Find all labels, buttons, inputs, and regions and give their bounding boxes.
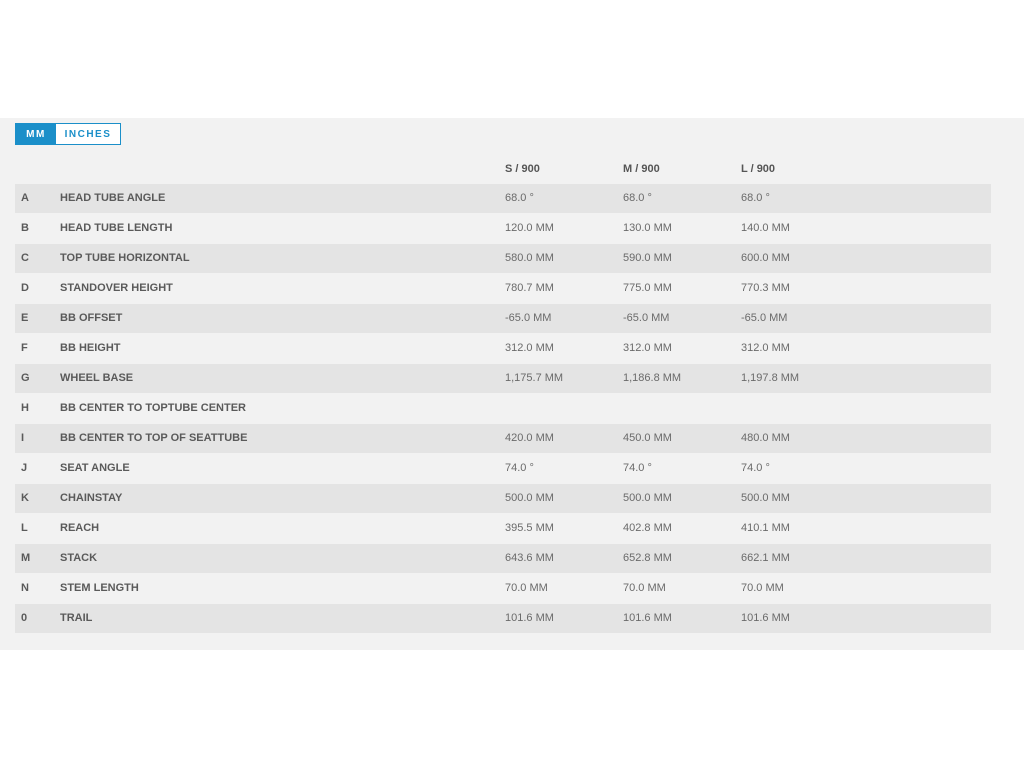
value-m: 500.0 MM bbox=[623, 492, 672, 504]
value-s: 420.0 MM bbox=[505, 432, 554, 444]
value-l: 74.0 ° bbox=[741, 462, 770, 474]
row-name: SEAT ANGLE bbox=[60, 462, 130, 474]
value-m: -65.0 MM bbox=[623, 312, 670, 324]
value-s: 70.0 MM bbox=[505, 582, 548, 594]
value-l: 1,197.8 MM bbox=[741, 372, 800, 384]
table-row bbox=[15, 453, 991, 483]
value-s: 120.0 MM bbox=[505, 222, 554, 234]
table-row bbox=[15, 483, 991, 513]
value-l: -65.0 MM bbox=[741, 312, 788, 324]
table-row bbox=[15, 603, 991, 633]
row-letter: J bbox=[21, 462, 28, 474]
column-header-l: L / 900 bbox=[741, 163, 776, 175]
value-m: 450.0 MM bbox=[623, 432, 672, 444]
value-l: 662.1 MM bbox=[741, 552, 790, 564]
value-l: 410.1 MM bbox=[741, 522, 790, 534]
table-row bbox=[15, 243, 991, 273]
row-letter: A bbox=[21, 192, 29, 204]
table-row bbox=[15, 183, 991, 213]
value-m: 652.8 MM bbox=[623, 552, 672, 564]
table-row bbox=[15, 543, 991, 573]
table-row bbox=[15, 393, 991, 423]
value-m: 68.0 ° bbox=[623, 192, 652, 204]
value-s: 395.5 MM bbox=[505, 522, 554, 534]
value-s: 74.0 ° bbox=[505, 462, 534, 474]
row-name: STEM LENGTH bbox=[60, 582, 139, 594]
table-header bbox=[15, 156, 991, 182]
row-letter: B bbox=[21, 222, 29, 234]
row-name: HEAD TUBE ANGLE bbox=[60, 192, 166, 204]
row-letter: K bbox=[21, 492, 29, 504]
table-row bbox=[15, 513, 991, 543]
value-s: 780.7 MM bbox=[505, 282, 554, 294]
row-letter: G bbox=[21, 372, 30, 384]
value-s: 580.0 MM bbox=[505, 252, 554, 264]
value-m: 402.8 MM bbox=[623, 522, 672, 534]
row-name: BB CENTER TO TOP OF SEATTUBE bbox=[60, 432, 248, 444]
row-name: BB HEIGHT bbox=[60, 342, 121, 354]
column-header-s: S / 900 bbox=[505, 163, 540, 175]
value-s: -65.0 MM bbox=[505, 312, 552, 324]
value-l: 70.0 MM bbox=[741, 582, 784, 594]
row-name: HEAD TUBE LENGTH bbox=[60, 222, 173, 234]
mm-unit-button[interactable]: MM bbox=[16, 124, 56, 144]
value-m: 312.0 MM bbox=[623, 342, 672, 354]
value-m: 74.0 ° bbox=[623, 462, 652, 474]
value-s: 500.0 MM bbox=[505, 492, 554, 504]
row-name: BB OFFSET bbox=[60, 312, 123, 324]
table-row bbox=[15, 213, 991, 243]
value-m: 130.0 MM bbox=[623, 222, 672, 234]
geometry-panel bbox=[0, 118, 1024, 650]
table-row bbox=[15, 273, 991, 303]
value-l: 140.0 MM bbox=[741, 222, 790, 234]
value-s: 1,175.7 MM bbox=[505, 372, 564, 384]
row-name: TRAIL bbox=[60, 612, 93, 624]
value-l: 770.3 MM bbox=[741, 282, 790, 294]
value-s: 312.0 MM bbox=[505, 342, 554, 354]
row-letter: F bbox=[21, 342, 28, 354]
row-name: STANDOVER HEIGHT bbox=[60, 282, 173, 294]
row-letter: D bbox=[21, 282, 29, 294]
table-row bbox=[15, 423, 991, 453]
row-letter: N bbox=[21, 582, 29, 594]
row-letter: E bbox=[21, 312, 29, 324]
value-m: 1,186.8 MM bbox=[623, 372, 682, 384]
unit-toggle bbox=[15, 123, 121, 145]
column-header-m: M / 900 bbox=[623, 163, 660, 175]
value-l: 480.0 MM bbox=[741, 432, 790, 444]
table-row bbox=[15, 303, 991, 333]
value-m: 590.0 MM bbox=[623, 252, 672, 264]
row-letter: L bbox=[21, 522, 28, 534]
row-name: CHAINSTAY bbox=[60, 492, 123, 504]
row-letter: M bbox=[21, 552, 31, 564]
row-letter: H bbox=[21, 402, 29, 414]
value-l: 500.0 MM bbox=[741, 492, 790, 504]
geometry-table bbox=[15, 183, 991, 633]
value-l: 101.6 MM bbox=[741, 612, 790, 624]
value-l: 68.0 ° bbox=[741, 192, 770, 204]
inches-unit-button[interactable]: INCHES bbox=[56, 124, 120, 144]
row-name: WHEEL BASE bbox=[60, 372, 134, 384]
table-row bbox=[15, 573, 991, 603]
row-name: TOP TUBE HORIZONTAL bbox=[60, 252, 190, 264]
value-l: 600.0 MM bbox=[741, 252, 790, 264]
value-m: 70.0 MM bbox=[623, 582, 666, 594]
value-s: 643.6 MM bbox=[505, 552, 554, 564]
row-letter: 0 bbox=[21, 612, 28, 624]
value-m: 101.6 MM bbox=[623, 612, 672, 624]
table-row bbox=[15, 363, 991, 393]
table-row bbox=[15, 333, 991, 363]
row-name: BB CENTER TO TOPTUBE CENTER bbox=[60, 402, 246, 414]
value-s: 68.0 ° bbox=[505, 192, 534, 204]
row-name: STACK bbox=[60, 552, 98, 564]
value-m: 775.0 MM bbox=[623, 282, 672, 294]
row-name: REACH bbox=[60, 522, 100, 534]
row-letter: C bbox=[21, 252, 29, 264]
row-letter: I bbox=[21, 432, 25, 444]
value-s: 101.6 MM bbox=[505, 612, 554, 624]
value-l: 312.0 MM bbox=[741, 342, 790, 354]
